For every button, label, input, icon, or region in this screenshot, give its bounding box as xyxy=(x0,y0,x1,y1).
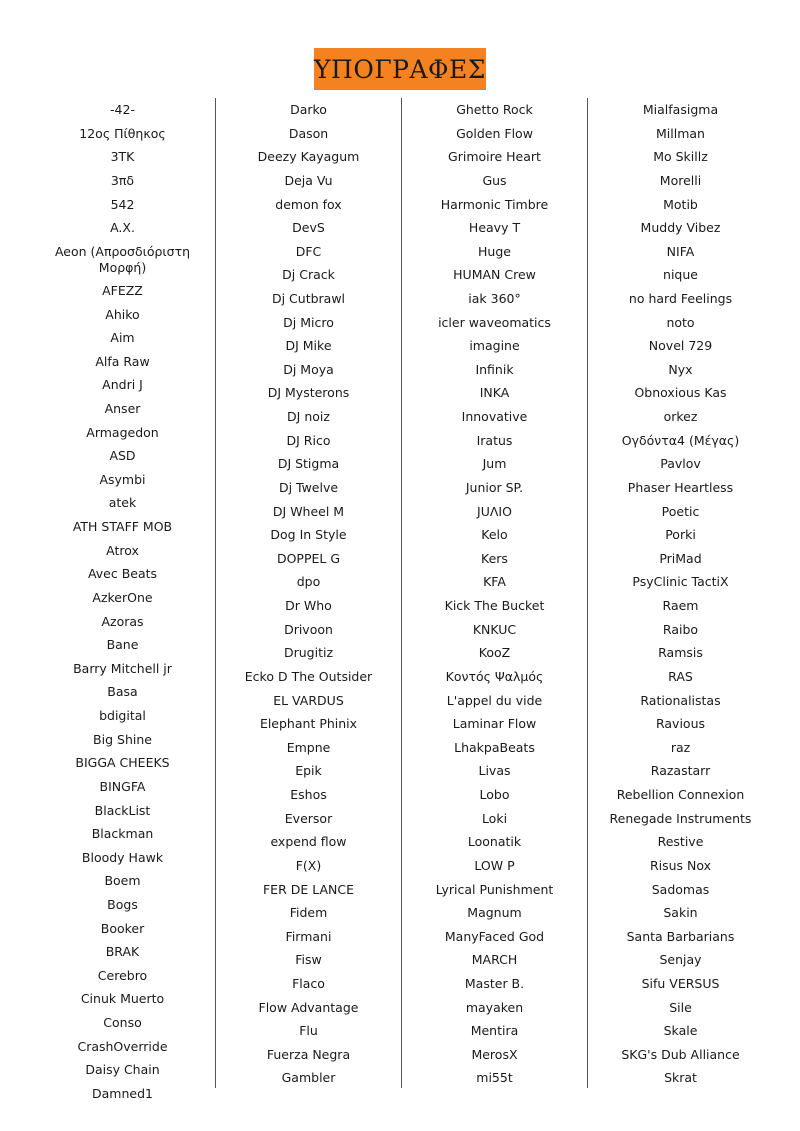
signature-name: expend flow xyxy=(270,834,347,850)
signature-name: Morelli xyxy=(659,172,702,188)
signature-name: Loonatik xyxy=(467,834,522,850)
signature-name: Lyrical Punishment xyxy=(435,881,554,897)
signature-name: Mentira xyxy=(470,1023,519,1039)
signature-name: Deja Vu xyxy=(284,172,333,188)
signature-name: Motib xyxy=(663,196,698,212)
signature-name: DevS xyxy=(292,220,325,236)
signature-name: ManyFaced God xyxy=(444,928,545,944)
signature-name: atek xyxy=(108,495,137,511)
signature-name: noto xyxy=(666,314,695,330)
signature-name: no hard Feelings xyxy=(628,291,733,306)
signature-name: Dj Crack xyxy=(282,267,335,283)
signature-name: Rationalistas xyxy=(640,692,721,708)
signature-name: Bloody Hawk xyxy=(81,849,164,865)
page-title: ΥΠΟΓΡΑΦΕΣ xyxy=(314,54,486,84)
signature-name: MerosX xyxy=(471,1046,518,1062)
signature-name: Alfa Raw xyxy=(95,353,150,369)
signature-name: Dog In Style xyxy=(270,527,347,543)
signature-name: PsyClinic TactiX xyxy=(632,574,729,590)
signature-name: icler waveomatics xyxy=(438,314,551,330)
signature-name: Millman xyxy=(656,125,705,141)
signature-name: MARCH xyxy=(471,952,518,968)
signature-name: Raibo xyxy=(662,621,699,637)
signature-name: INKA xyxy=(479,385,510,401)
signature-name: Santa Barbarians xyxy=(626,928,735,944)
signature-name: RAS xyxy=(668,668,693,684)
signature-column-2 xyxy=(215,98,401,1088)
signature-name: mi55t xyxy=(476,1070,513,1086)
signature-name: Iratus xyxy=(476,432,513,448)
signature-name: imagine xyxy=(469,338,520,354)
signature-name: Risus Nox xyxy=(649,857,712,873)
signature-name: Renegade Instruments xyxy=(609,810,752,826)
signature-name: Flaco xyxy=(292,975,325,991)
signature-name: EL VARDUS xyxy=(273,692,344,708)
signature-name: Azoras xyxy=(101,613,144,629)
signature-name: Avec Beats xyxy=(87,566,158,582)
signature-name: raz xyxy=(670,739,691,755)
signature-name: Drivoon xyxy=(284,621,333,637)
signature-name: L'appel du vide xyxy=(446,692,543,708)
signature-name: bdigital xyxy=(99,708,146,723)
signature-column-1 xyxy=(30,98,215,1101)
signature-name: Booker xyxy=(100,920,145,936)
signature-name: 3TK xyxy=(110,149,135,165)
signature-name: AzkerOne xyxy=(92,589,153,605)
signature-name: Andri J xyxy=(102,377,143,393)
signature-name: Gambler xyxy=(281,1070,336,1086)
signature-name: Cerebro xyxy=(97,967,148,983)
signature-name: Ravious xyxy=(655,716,706,732)
signature-name: Flow Advantage xyxy=(258,999,359,1015)
signature-name: HUMAN Crew xyxy=(453,267,536,283)
signature-name: Porki xyxy=(665,527,696,543)
signature-name: Bogs xyxy=(107,897,138,912)
signature-name: Flu xyxy=(299,1023,318,1039)
signature-name: Ahiko xyxy=(105,306,140,322)
signature-name: Sakin xyxy=(663,905,698,921)
signature-name: Kers xyxy=(481,550,508,566)
signature-name: Asymbi xyxy=(99,471,146,487)
signature-name: BIGGA CHEEKS xyxy=(75,755,170,771)
signature-name: Dr Who xyxy=(285,598,332,613)
signature-name: Empne xyxy=(286,739,331,755)
signature-name: Armagedon xyxy=(86,424,159,440)
signature-name: Sifu VERSUS xyxy=(641,975,720,991)
signature-name: Muddy Vibez xyxy=(640,220,721,236)
signature-name: nique xyxy=(663,267,698,283)
signature-name: Dj Cutbrawl xyxy=(271,291,346,306)
signature-name: Anser xyxy=(104,400,141,416)
signature-name: Harmonic Timbre xyxy=(440,196,549,212)
signature-name: Innovative xyxy=(461,409,528,425)
signature-name: KooZ xyxy=(478,645,511,661)
signature-name: DOPPEL G xyxy=(276,550,341,566)
signature-name: KNKUC xyxy=(472,621,517,637)
signature-name: Livas xyxy=(478,763,511,779)
signature-name: LOW P xyxy=(474,857,515,873)
signature-name: JUΛIO xyxy=(477,503,512,519)
signature-name: Golden Flow xyxy=(456,125,533,141)
signature-name: Dason xyxy=(288,125,329,141)
signature-name: -42- xyxy=(110,102,135,117)
signature-name: PriMad xyxy=(659,550,702,566)
signature-name: DJ noiz xyxy=(287,409,330,425)
signature-name: Ογδόντα4 (Μέγας) xyxy=(621,432,740,448)
signature-name: 542 xyxy=(110,196,135,212)
signature-name: iak 360° xyxy=(468,291,521,306)
signature-name: Blackman xyxy=(91,826,154,842)
signature-name: Κοντός Ψαλμός xyxy=(445,668,544,684)
signature-name: NIFA xyxy=(666,243,695,259)
signature-name: Jum xyxy=(482,456,507,472)
signature-name: Big Shine xyxy=(93,731,152,747)
signature-name: Bane xyxy=(106,637,139,653)
signature-name: Grimoire Heart xyxy=(448,149,541,165)
signature-name: DJ Mysterons xyxy=(267,385,350,401)
signature-name: Loki xyxy=(481,810,508,826)
signature-name: Cinuk Muerto xyxy=(80,991,165,1007)
signature-name: DJ Mike xyxy=(285,338,332,354)
signature-columns xyxy=(30,98,770,1101)
signature-name: DJ Rico xyxy=(286,432,331,448)
signature-name: ASD xyxy=(109,448,136,464)
signature-name: Kick The Bucket xyxy=(444,598,545,613)
signature-name: Eversor xyxy=(284,810,333,826)
signature-name: Basa xyxy=(107,684,138,700)
signature-name: 12ος Πίθηκος xyxy=(79,125,166,141)
signature-name: CrashOverride xyxy=(77,1038,168,1054)
signature-name: Darko xyxy=(290,102,327,117)
signature-name: Junior SP. xyxy=(465,479,524,495)
signature-name: Poetic xyxy=(661,503,700,519)
signature-name: Dj Moya xyxy=(283,361,334,377)
signature-name: 3πδ xyxy=(110,172,135,188)
signature-name: Dj Twelve xyxy=(278,479,339,495)
signature-name: Atrox xyxy=(106,542,139,558)
signature-name: Damned1 xyxy=(92,1085,153,1101)
signature-name: Fisw xyxy=(295,952,322,968)
signature-name: BINGFA xyxy=(99,778,146,794)
signature-name: orkez xyxy=(663,409,698,425)
signature-name: ATH STAFF MOB xyxy=(72,519,173,534)
signature-name: Skale xyxy=(663,1023,698,1039)
signature-name: Kelo xyxy=(481,527,508,543)
signature-name: Phaser Heartless xyxy=(627,479,734,495)
signature-name: SKG's Dub Alliance xyxy=(621,1046,740,1062)
signature-name: Dj Micro xyxy=(283,314,334,330)
signature-name: Master B. xyxy=(464,975,525,991)
signature-name: Raem xyxy=(662,598,699,613)
signature-name: Rebellion Connexion xyxy=(616,787,745,802)
signature-name: DJ Stigma xyxy=(277,456,340,472)
signature-name: Lobo xyxy=(479,787,510,802)
signature-name: Pavlov xyxy=(660,456,701,472)
signature-name: Mo Skillz xyxy=(653,149,708,165)
signature-name: Ramsis xyxy=(658,645,703,661)
signature-column-3 xyxy=(401,98,587,1088)
signature-name: Infinik xyxy=(475,361,514,377)
signature-name: Magnum xyxy=(467,905,522,921)
signature-name: Razastarr xyxy=(650,763,711,779)
signature-name: Restive xyxy=(657,834,704,850)
signature-name: LhakpaBeats xyxy=(454,739,535,755)
signature-name: DFC xyxy=(295,243,322,259)
signature-name: Skrat xyxy=(664,1070,697,1086)
signature-name: BRAK xyxy=(105,944,140,960)
signature-name: A.X. xyxy=(110,220,135,236)
signature-name: Gus xyxy=(482,172,507,188)
signature-name: DJ Wheel M xyxy=(272,503,345,519)
signature-name: Elephant Phinix xyxy=(259,716,358,732)
signature-name: Epik xyxy=(295,763,322,779)
signature-name: Sadomas xyxy=(651,881,710,897)
signature-name: Fuerza Negra xyxy=(266,1046,351,1062)
signature-name: Aim xyxy=(110,330,135,346)
signature-name: Huge xyxy=(478,243,511,259)
signature-column-4 xyxy=(587,98,773,1088)
signature-name: Mialfasigma xyxy=(642,102,719,117)
signature-name: demon fox xyxy=(275,196,342,212)
signature-name: FER DE LANCE xyxy=(262,881,355,897)
signature-name: AFEZZ xyxy=(102,282,143,298)
signature-name: Laminar Flow xyxy=(452,716,537,732)
signature-name: Drugitiz xyxy=(283,645,334,661)
signature-name: Aeon (Απροσδιόριστη Μορφή) xyxy=(54,243,191,275)
signature-name: Heavy T xyxy=(468,220,521,236)
signature-name: KFA xyxy=(483,574,506,590)
signature-name: dpo xyxy=(296,574,321,590)
signature-name: Sile xyxy=(669,999,692,1015)
signature-name: Fidem xyxy=(289,905,328,921)
signature-name: Obnoxious Kas xyxy=(634,385,727,401)
signature-name: Deezy Kayagum xyxy=(257,149,360,165)
signature-name: Boem xyxy=(104,873,141,889)
signature-name: Firmani xyxy=(285,928,332,944)
signature-name: F(X) xyxy=(295,857,322,873)
signature-name: mayaken xyxy=(465,999,524,1015)
signature-name: Nyx xyxy=(668,361,693,377)
signature-name: Barry Mitchell jr xyxy=(73,660,172,676)
signature-name: Ghetto Rock xyxy=(456,102,533,117)
signature-name: Daisy Chain xyxy=(85,1062,160,1078)
title-banner xyxy=(314,48,486,90)
signature-name: Eshos xyxy=(290,787,327,802)
signature-name: BlackList xyxy=(94,802,151,818)
signature-name: Novel 729 xyxy=(648,338,713,354)
signature-name: Ecko D The Outsider xyxy=(244,668,373,684)
signature-name: Conso xyxy=(103,1015,142,1031)
signature-name: Senjay xyxy=(659,952,702,968)
